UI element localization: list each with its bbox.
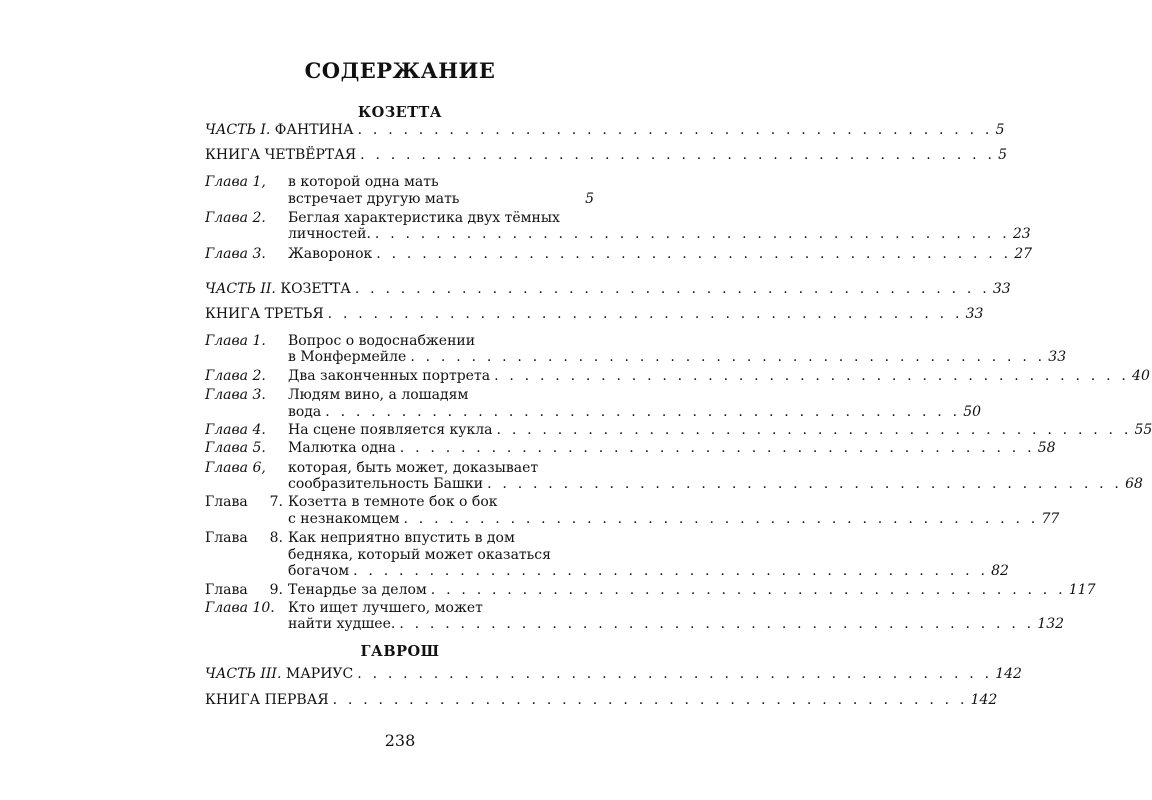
page-folio: 238: [384, 731, 416, 750]
toc-chapter[interactable]: Глава 2. Два законченных портрета . . . . . . . . . . . . . . . . . . . . . . . . . . . . . . . . . . . . . . . . . . 40: [205, 368, 1150, 384]
page-number: 5: [995, 122, 1005, 138]
leader-dots: . . . . . . . . . . . . . . . . . . . . . . . . . . . . . . . . . . . . . . . . . .: [353, 563, 989, 579]
leader-dots: . . . . . . . . . . . . . . . . . . . . . . . . . . . . . . . . . . . . . . . . . .: [487, 476, 1123, 492]
toc-chapter[interactable]: Глава 7. Козетта в темноте бок о бок: [205, 494, 498, 510]
toc-chapter-cont[interactable]: вода . . . . . . . . . . . . . . . . . . . . . . . . . . . . . . . . . . . . . . . . . . 50: [288, 404, 982, 420]
page-number: 132: [1037, 616, 1065, 632]
section-heading-gavrosh: ГАВРОШ: [360, 643, 440, 660]
leader-dots: . . . . . . . . . . . . . . . . . . . . . . . . . . . . . . . . . . . . . . . . . .: [430, 582, 1066, 598]
toc-book-1[interactable]: КНИГА ЧЕТВЁРТАЯ . . . . . . . . . . . . . . . . . . . . . . . . . . . . . . . . . . . . . . . . . . 5: [205, 147, 1008, 163]
toc-chapter[interactable]: Глава 1. Вопрос о водоснабжении: [205, 333, 476, 349]
leader-dots: . . . . . . . . . . . . . . . . . . . . . . . . . . . . . . . . . . . . . . . . . .: [332, 692, 968, 708]
page-number: 33: [965, 306, 984, 322]
toc-part-2[interactable]: ЧАСТЬ II. КОЗЕТТА . . . . . . . . . . . . . . . . . . . . . . . . . . . . . . . . . . . . . . . . . . 33: [205, 281, 1011, 297]
page-number: 5: [585, 191, 594, 207]
leader-dots: . . . . . . . . . . . . . . . . . . . . . . . . . . . . . . . . . . . . . . . . . .: [496, 422, 1132, 438]
toc-chapter-cont[interactable]: найти худшее. . . . . . . . . . . . . . . . . . . . . . . . . . . . . . . . . . . . . . . . . . . 132: [288, 616, 1065, 632]
toc-chapter[interactable]: Глава 10. Кто ищет лучшего, может: [205, 600, 483, 616]
toc-chapter-cont[interactable]: встречает другую мать 5: [288, 191, 594, 207]
toc-chapter[interactable]: Глава 8. Как неприятно впустить в дом: [205, 530, 515, 546]
toc-book-2[interactable]: КНИГА ТРЕТЬЯ . . . . . . . . . . . . . . . . . . . . . . . . . . . . . . . . . . . . . . . . . . 33: [205, 306, 984, 322]
leader-dots: . . . . . . . . . . . . . . . . . . . . . . . . . . . . . . . . . . . . . . . . . .: [403, 511, 1039, 527]
page-number: 5: [998, 147, 1008, 163]
toc-chapter[interactable]: Глава 6, которая, быть может, доказывает: [205, 460, 539, 476]
toc-chapter[interactable]: Глава 3. Жаворонок . . . . . . . . . . . . . . . . . . . . . . . . . . . . . . . . . . . . . . . . . . 27: [205, 246, 1033, 262]
page-number: 23: [1012, 226, 1031, 242]
page-number: 58: [1037, 440, 1056, 456]
page-number: 40: [1132, 368, 1150, 384]
page-number: 68: [1125, 476, 1143, 492]
leader-dots: . . . . . . . . . . . . . . . . . . . . . . . . . . . . . . . . . . . . . . . . . .: [325, 404, 961, 420]
leader-dots: . . . . . . . . . . . . . . . . . . . . . . . . . . . . . . . . . . . . . . . . . .: [399, 440, 1035, 456]
page-number: 33: [1048, 349, 1067, 365]
leader-dots: . . . . . . . . . . . . . . . . . . . . . . . . . . . . . . . . . . . . . . . . . .: [374, 226, 1010, 242]
page-number: 142: [995, 666, 1022, 682]
toc-chapter-cont[interactable]: бедняка, который может оказаться: [288, 547, 551, 563]
leader-dots: . . . . . . . . . . . . . . . . . . . . . . . . . . . . . . . . . . . . . . . . . .: [360, 147, 996, 163]
toc-chapter[interactable]: Глава 9. Тенардье за делом . . . . . . . . . . . . . . . . . . . . . . . . . . . . . . . . . . . . . . . . . . 117: [205, 582, 1096, 598]
toc-chapter[interactable]: Глава 3. Людям вино, а лошадям: [205, 387, 469, 403]
toc-chapter[interactable]: Глава 1, в которой одна мать: [205, 174, 439, 190]
toc-chapter-cont[interactable]: богачом . . . . . . . . . . . . . . . . . . . . . . . . . . . . . . . . . . . . . . . . . . 82: [288, 563, 1009, 579]
toc-chapter[interactable]: Глава 4. На сцене появляется кукла . . . . . . . . . . . . . . . . . . . . . . . . . . . . . . . . . . . . . . . . . . 55: [205, 422, 1152, 438]
leader-dots: . . . . . . . . . . . . . . . . . . . . . . . . . . . . . . . . . . . . . . . . . .: [376, 246, 1012, 262]
section-heading-kozetta: КОЗЕТТА: [357, 104, 443, 121]
page-number: 82: [991, 563, 1009, 579]
toc-book-3[interactable]: КНИГА ПЕРВАЯ . . . . . . . . . . . . . . . . . . . . . . . . . . . . . . . . . . . . . . . . . . 142: [205, 692, 998, 708]
page-number: 117: [1068, 582, 1096, 598]
page-number: 142: [970, 692, 998, 708]
page-number: 27: [1014, 246, 1033, 262]
leader-dots: . . . . . . . . . . . . . . . . . . . . . . . . . . . . . . . . . . . . . . . . . .: [399, 616, 1035, 632]
leader-dots: . . . . . . . . . . . . . . . . . . . . . . . . . . . . . . . . . . . . . . . . . .: [327, 306, 963, 322]
leader-dots: . . . . . . . . . . . . . . . . . . . . . . . . . . . . . . . . . . . . . . . . . .: [410, 349, 1046, 365]
page-number: 33: [992, 281, 1011, 297]
page-number: 77: [1041, 511, 1060, 527]
page-number: 50: [963, 404, 982, 420]
page-title: СОДЕРЖАНИЕ: [304, 58, 496, 83]
leader-dots: . . . . . . . . . . . . . . . . . . . . . . . . . . . . . . . . . . . . . . . . . .: [494, 368, 1130, 384]
page-number: 55: [1134, 422, 1152, 438]
toc-chapter[interactable]: Глава 5. Малютка одна . . . . . . . . . . . . . . . . . . . . . . . . . . . . . . . . . . . . . . . . . . 58: [205, 440, 1056, 456]
toc-chapter-cont[interactable]: с незнакомцем . . . . . . . . . . . . . . . . . . . . . . . . . . . . . . . . . . . . . . . . . . 77: [288, 511, 1060, 527]
toc-chapter-cont[interactable]: в Монфермейле . . . . . . . . . . . . . . . . . . . . . . . . . . . . . . . . . . . . . . . . . . 33: [288, 349, 1067, 365]
toc-chapter[interactable]: Глава 2. Беглая характеристика двух тёмных: [205, 210, 560, 226]
toc-chapter-cont[interactable]: личностей. . . . . . . . . . . . . . . . . . . . . . . . . . . . . . . . . . . . . . . . . . . 23: [288, 226, 1031, 242]
leader-dots: . . . . . . . . . . . . . . . . . . . . . . . . . . . . . . . . . . . . . . . . . .: [357, 666, 993, 682]
toc-part-1[interactable]: ЧАСТЬ I. ФАНТИНА . . . . . . . . . . . . . . . . . . . . . . . . . . . . . . . . . . . . . . . . . . 5: [205, 122, 1005, 138]
leader-dots: . . . . . . . . . . . . . . . . . . . . . . . . . . . . . . . . . . . . . . . . . .: [357, 122, 993, 138]
toc-chapter-cont[interactable]: сообразительность Башки . . . . . . . . . . . . . . . . . . . . . . . . . . . . . . . . . . . . . . . . . . 68: [288, 476, 1143, 492]
toc-part-3[interactable]: ЧАСТЬ III. МАРИУС . . . . . . . . . . . . . . . . . . . . . . . . . . . . . . . . . . . . . . . . . . 142: [205, 666, 1022, 682]
leader-dots: . . . . . . . . . . . . . . . . . . . . . . . . . . . . . . . . . . . . . . . . . .: [354, 281, 990, 297]
